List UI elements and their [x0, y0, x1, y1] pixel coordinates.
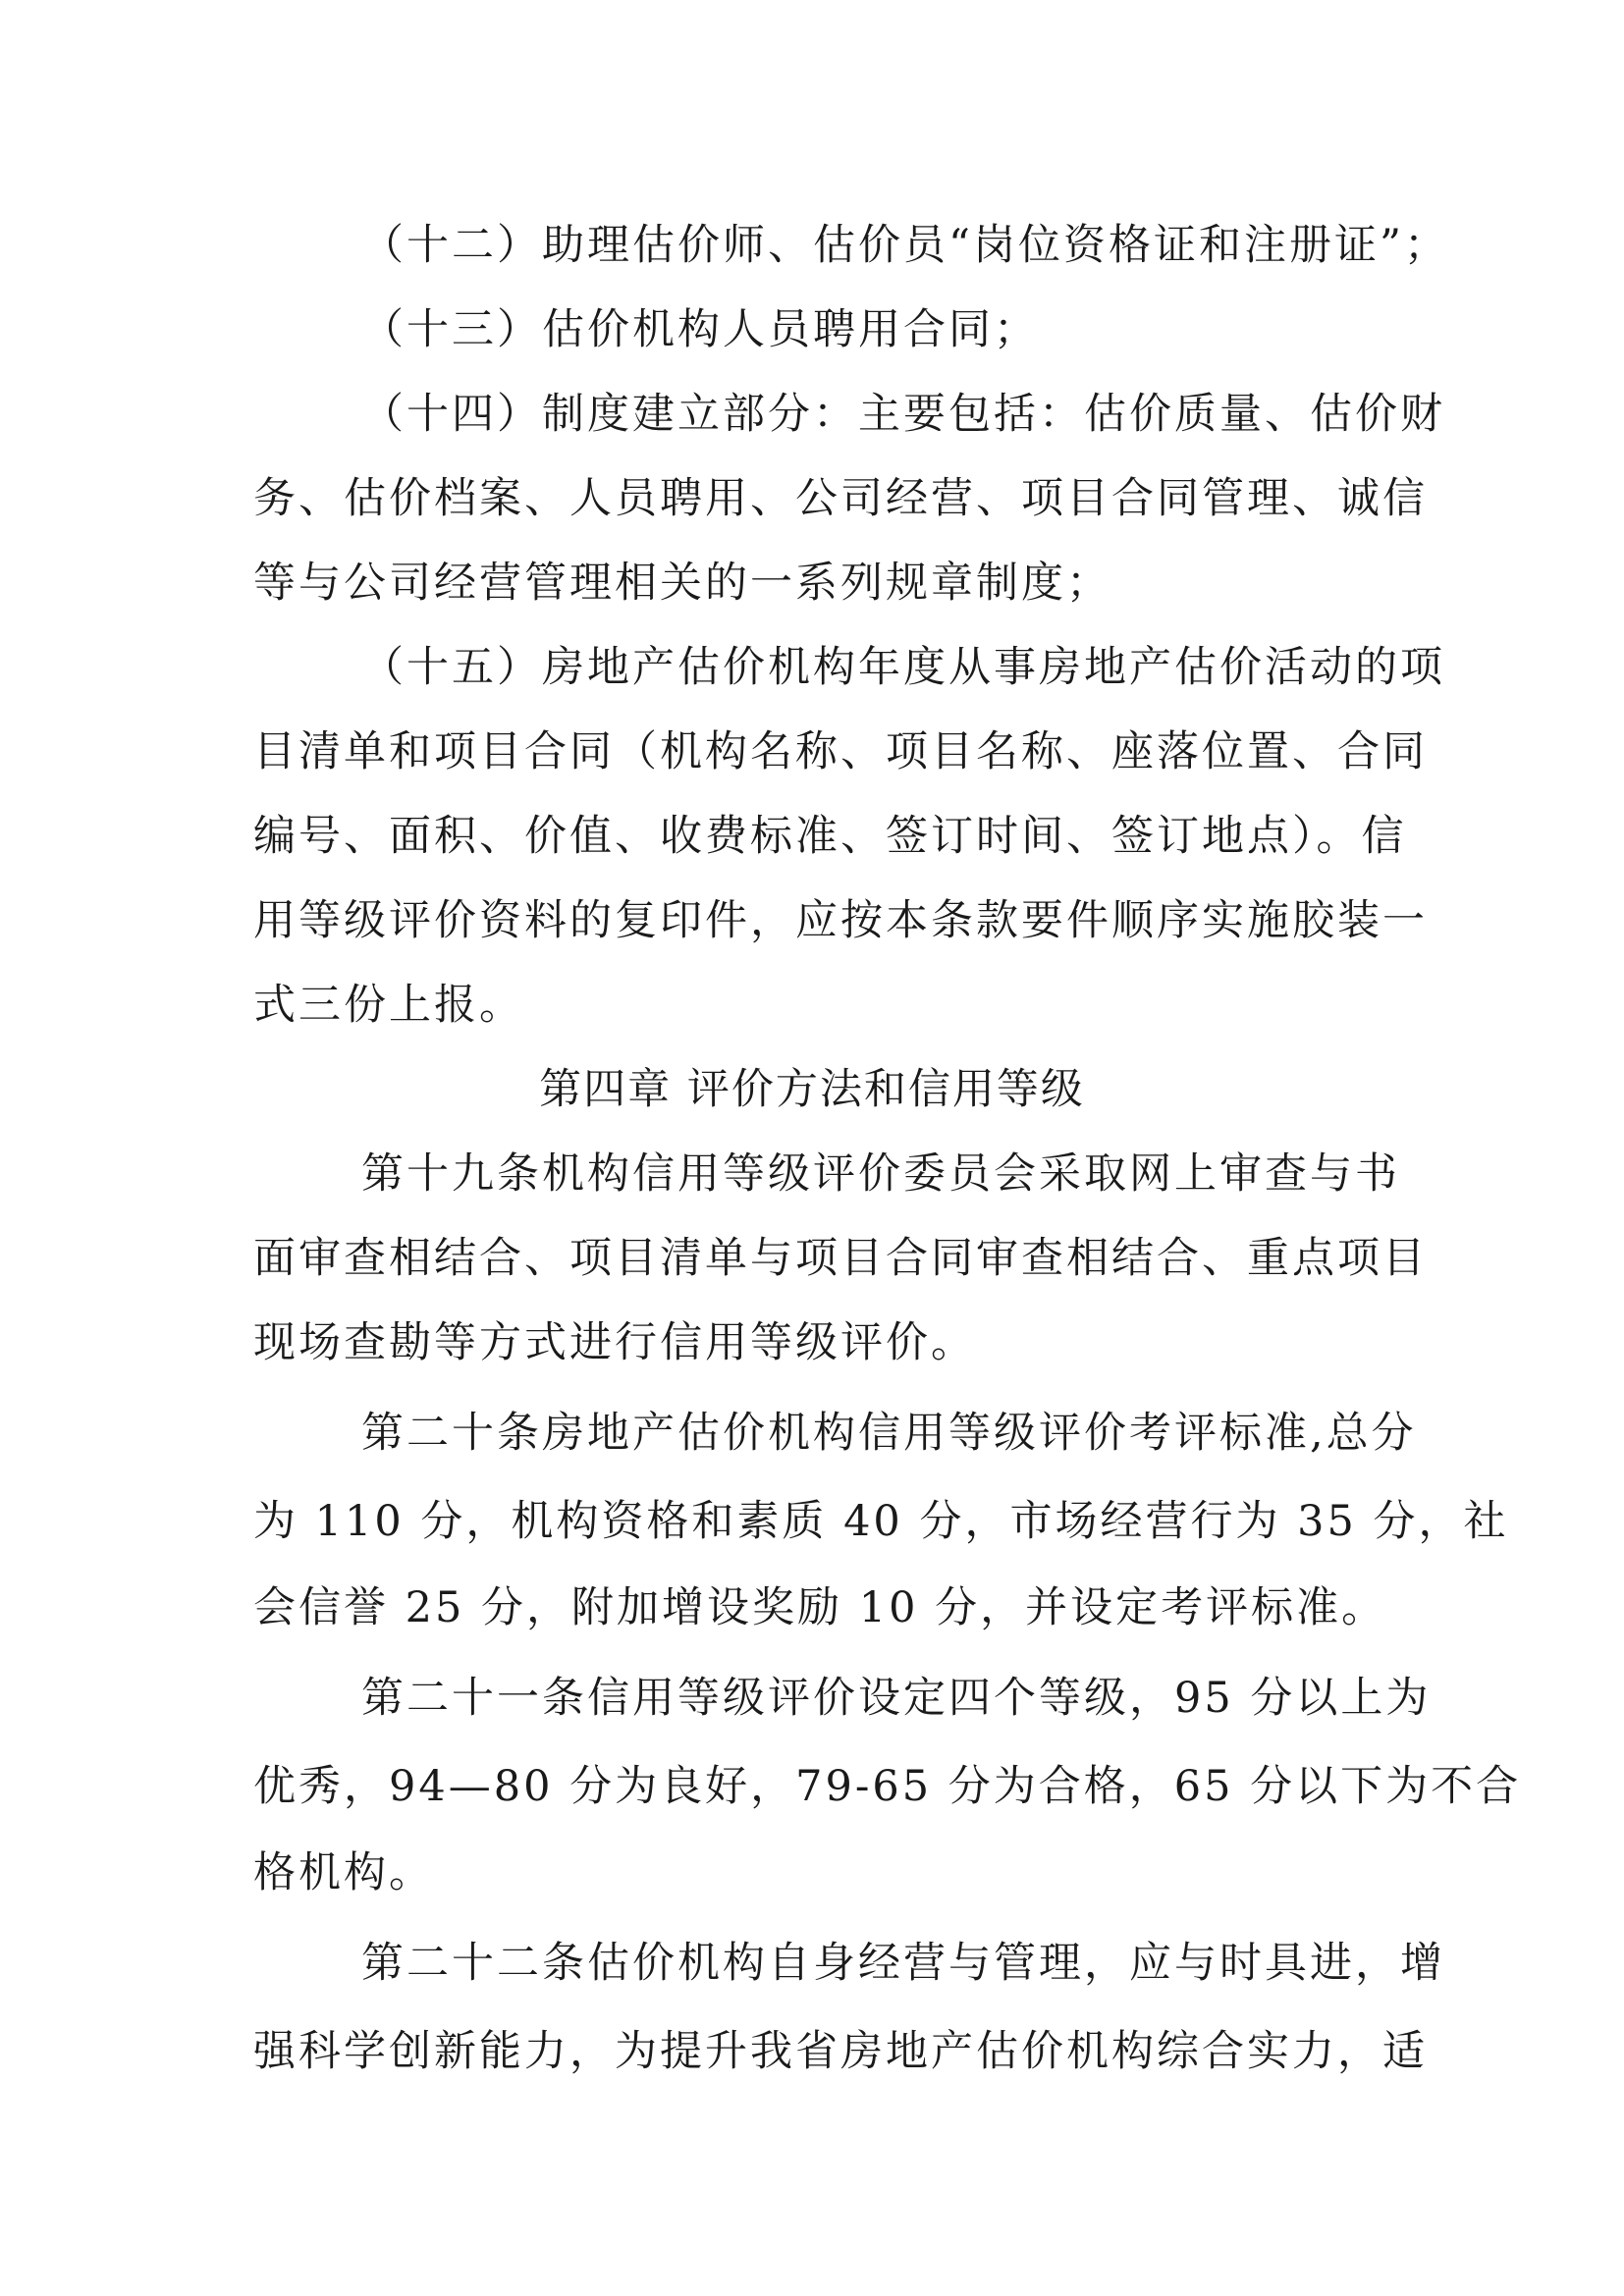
- item-15-line-1: （十五）房地产估价机构年度从事房地产估价活动的项: [361, 643, 1445, 692]
- article-20-line-3: 会信誉 25 分，附加增设奖励 10 分，并设定考评标准。: [253, 1583, 1387, 1632]
- item-15-line-5: 式三份上报。: [253, 981, 524, 1030]
- article-19-line-1: 第十九条机构信用等级评价委员会采取网上审查与书: [361, 1149, 1400, 1199]
- item-14-line-3: 等与公司经营管理相关的一系列规章制度；: [253, 559, 1111, 608]
- article-21-line-3: 格机构。: [253, 1848, 434, 1897]
- item-15-line-2: 目清单和项目合同（机构名称、项目名称、座落位置、合同: [253, 727, 1428, 776]
- article-22-line-2: 强科学创新能力，为提升我省房地产估价机构综合实力，适: [253, 2027, 1428, 2076]
- item-15-line-4: 用等级评价资料的复印件，应按本条款要件顺序实施胶装一: [253, 896, 1428, 945]
- chapter-4-heading: 第四章 评价方法和信用等级: [539, 1065, 1085, 1114]
- item-14-line-2: 务、估价档案、人员聘用、公司经营、项目合同管理、诚信: [253, 474, 1428, 523]
- article-19-line-2: 面审查相结合、项目清单与项目合同审查相结合、重点项目: [253, 1234, 1428, 1283]
- article-21-line-1: 第二十一条信用等级评价设定四个等级，95 分以上为: [361, 1674, 1432, 1723]
- item-14-line-1: （十四）制度建立部分：主要包括：估价质量、估价财: [361, 390, 1445, 439]
- article-20-line-2: 为 110 分，机构资格和素质 40 分，市场经营行为 35 分，社: [253, 1497, 1509, 1546]
- item-12-line: （十二）助理估价师、估价员“岗位资格证和注册证”；: [361, 221, 1449, 270]
- item-15-line-3: 编号、面积、价值、收费标准、签订时间、签订地点）。信: [253, 812, 1407, 861]
- article-19-line-3: 现场查勘等方式进行信用等级评价。: [253, 1318, 976, 1367]
- article-20-line-1: 第二十条房地产估价机构信用等级评价考评标准,总分: [361, 1409, 1417, 1458]
- item-13-line: （十三）估价机构人员聘用合同；: [361, 305, 1039, 354]
- article-21-line-2: 优秀，94—80 分为良好，79-65 分为合格，65 分以下为不合: [253, 1762, 1522, 1811]
- article-22-line-1: 第二十二条估价机构自身经营与管理，应与时具进，增: [361, 1939, 1445, 1988]
